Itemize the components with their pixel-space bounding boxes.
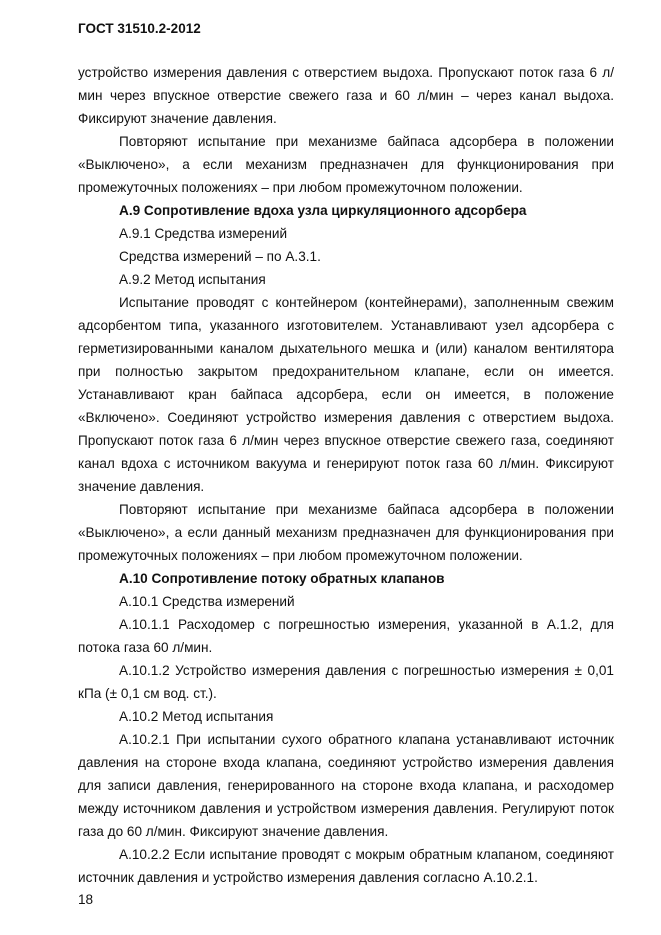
paragraph-continuation: устройство измерения давления с отверстием выдоха. Пропускают поток газа 6 л/мин через впускное отверстие свежего газа и 60 л/мин – через канал выдоха. Фиксируют значение давления. bbox=[78, 65, 614, 126]
paragraph: Средства измерений – по А.3.1. bbox=[119, 249, 321, 264]
subsection-heading: А.10.2 Метод испытания bbox=[119, 709, 274, 724]
paragraph: Испытание проводят с контейнером (контейнерами), заполненным свежим адсорбентом типа, указанного изготовителем. Устанавливают узел адсорбера с герметизированными каналом дыхательного мешка и (или) каналом вентилятора при полностью закрытом предохранительном клапане, если он имеется. Устанавливают кран байпаса адсорбера, если он имеется, в положение «Включено». Соединяют устройство измерения давления с отверстием выдоха. Пропускают поток газа 6 л/мин через впускное отверстие свежего газа, соединяют канал вдоха с источником вакуума и генерируют поток газа 60 л/мин. Фиксируют значение давления. bbox=[78, 295, 614, 494]
document-header: ГОСТ 31510.2-2012 bbox=[78, 21, 201, 36]
subsection-heading: А.9.1 Средства измерений bbox=[119, 226, 288, 241]
page-number: 18 bbox=[78, 892, 94, 907]
paragraph: А.10.2.2 Если испытание проводят с мокрым обратным клапаном, соединяют источник давления и устройство измерения давления согласно А.10.2.1. bbox=[78, 847, 614, 885]
paragraph: А.10.2.1 При испытании сухого обратного клапана устанавливают источник давления на стороне входа клапана, соединяют устройство измерения давления для записи давления, генерированного на стороне входа клапана, и расходомер между источником давления и устройством измерения давления. Регулируют поток газа до 60 л/мин. Фиксируют значение давления. bbox=[78, 732, 614, 839]
paragraph: А.10.1.2 Устройство измерения давления с погрешностью измерения ± 0,01 кПа (± 0,1 см вод. ст.). bbox=[78, 663, 614, 701]
paragraph: Повторяют испытание при механизме байпаса адсорбера в положении «Выключено», а если механизм предназначен для функционирования при промежуточных положениях – при любом промежуточном положении. bbox=[78, 134, 614, 195]
paragraph: Повторяют испытание при механизме байпаса адсорбера в положении «Выключено», а если данный механизм предназначен для функционирования при промежуточных положениях – при любом промежуточном положении. bbox=[78, 502, 614, 563]
subsection-heading: А.10.1 Средства измерений bbox=[119, 594, 295, 609]
section-heading-a10: А.10 Сопротивление потоку обратных клапанов bbox=[119, 571, 445, 586]
section-heading-a9: А.9 Сопротивление вдоха узла циркуляционного адсорбера bbox=[119, 203, 527, 218]
subsection-heading: А.9.2 Метод испытания bbox=[119, 272, 266, 287]
paragraph: А.10.1.1 Расходомер с погрешностью измерения, указанной в А.1.2, для потока газа 60 л/мин. bbox=[78, 617, 614, 655]
document-body bbox=[78, 61, 614, 889]
